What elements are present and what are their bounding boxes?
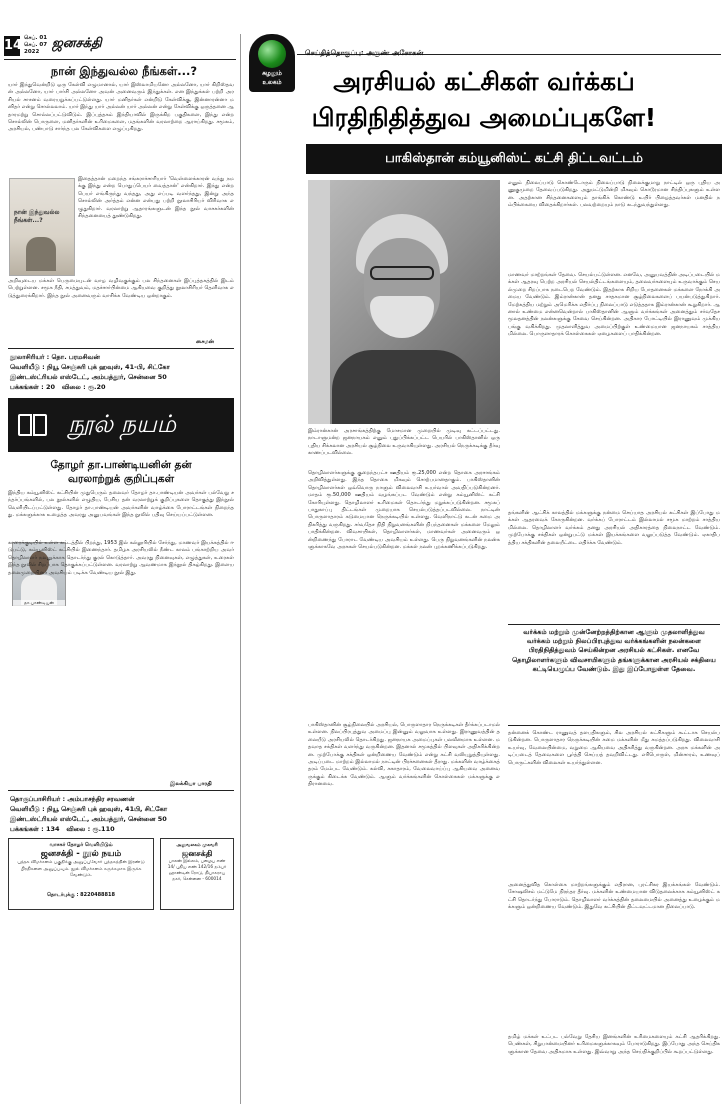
nool-nayam-headline-2: வரலாற்றுக் குறிப்புகள் [67, 473, 175, 485]
leader-photo [308, 180, 500, 424]
col2-body-2: தங்களின் ஆட்சிக் காலத்தில் மக்களுக்கு நன்மை செய்யாத அரசியல் கட்சிகள் இப்போது மக்கள் ஆதரவைக் கோருகின்றன. வர்க்கப் போராட்டம் இல்லாமல் சமூக மாற்றம் சாத்தியமில்லை. தொழிலாளர் வர்க்கம் தனது அரசியல் அதிகாரத்தை நிலைநாட்ட வேண்டும். முற்போக்கு சக்திகள் ஒன்றுபட்டு மக்கள் இயக்கங்களை வலுப்படுத்த வேண்டும். ஏகாதிபத்திய சக்திகளின் தலையீட்டை எதிர்க்க வேண்டும். [508, 510, 720, 546]
section-tag [297, 40, 721, 55]
header-divider [4, 59, 236, 60]
leader-photo-beard [370, 296, 434, 338]
page-number: 14 [4, 36, 20, 56]
nool-nayam-headline-1: தோழர் தா.பாண்டியனின் தன் [50, 459, 192, 471]
book2-address: இண்டஸ்ட்ரியல் எஸ்டேட், அம்பத்தூர், சென்னை 50 [10, 815, 167, 823]
leader-photo-shirt [332, 350, 476, 424]
date-line-2: செப். 07 [24, 42, 48, 48]
book2-compiler-row: தொகுப்பாசிரியர் : அம்பாசந்திர சரவணன் [10, 795, 135, 803]
book2-price-label: விலை [66, 825, 86, 833]
col2-body-5: தமிழ் மக்கள் உட்பட பல்வேறு தேசிய இனங்களின் உரிமைகளையும் கட்சி ஆதரிக்கிறது. பெண்கள், சிறுபான்மையினர் உரிமைகளுக்காகவும் போராடுகிறது. இப்போது அந்த செய்திகளுக்கான தேவை அதிகமாக உள்ளது. இவ்வாறு அந்த செய்திக்குறிப்பில் கூறப்பட்டுள்ளது. [508, 1034, 720, 1055]
book1-pages-row: பக்கங்கள் : 20 விலை : ரூ.20 [10, 383, 106, 391]
footer-box-1-brand: ஜனசக்தி - நூல் நயம் [40, 849, 122, 859]
book1-pages: 20 [46, 383, 56, 391]
left-article-body-2: இதைத்தான் மறைந்த சங்கராச்சாரியார் 'வெள்ளைக்காரன் வந்து நமக்கு இந்து என்ற பொதுப்பெயர் வைத்தான்' என்கிறார். இந்து என்ற பெயர் எங்கிருந்து வந்தது, அது எப்படி வளர்ந்தது, இன்று அந்த சொல்லின் அர்த்தம் என்ன என்பது பற்றி நூலாசிரியர் விரிவாக எழுதுகிறார். வரலாற்று ஆதாரங்களுடன் இந்த நூல் வாசகர்களின் சிந்தனையைத் தூண்டுகிறது. [78, 176, 234, 220]
footer-box-2 [160, 838, 234, 910]
footer-box-1-text: புத்தக விமர்சனம் பகுதிக்கு அனுப்புவோர் புத்தகத்தின் இரண்டு பிரதிகளை அனுப்பவும். நூல் விமர்சனம் சுருக்கமாக இருக்க வேண்டும். [17, 860, 145, 878]
section-tag-text: செய்தித்தொகுப்பு: அருண் அசோகன் [305, 49, 424, 57]
main-headline-line-1: அரசியல் கட்சிகள் வர்க்கப் [333, 67, 635, 96]
book1-info [10, 352, 234, 392]
issue-date [24, 35, 47, 56]
col2-body-4: அனைத்துவித கொள்கை மாற்றங்களுக்கும் எதிரான, புரட்சிகர இயக்கங்கள் வேண்டும். சோஷலிசம் மட்டுமே நிரந்தர தீர்வு. மக்களின் உண்மையான விடுதலைக்காக கம்யூனிஸ்ட் கட்சி தொடர்ந்து போராடும். தொழிலாளர் வர்க்கத்தின் தலைமையில் அனைத்து உழைக்கும் மக்களும் ஒன்றிணைய வேண்டும். இதுவே கட்சியின் திட்டவட்டமான நிலைப்பாடு. [508, 882, 720, 911]
book2-publisher: நியூ செஞ்சுரி புக் ஹவுஸ், 41பி, சிட்கோ [46, 805, 168, 813]
book2-pages: 134 [46, 825, 60, 833]
nool-nayam-title: நூல் நயம் [68, 410, 177, 438]
left-article-author: சைமன் [196, 339, 215, 345]
year: 2022 [24, 49, 40, 55]
book2-pages-label: பக்கங்கள் [10, 825, 39, 833]
col1-intro: இம்ரான்கான் அரசாங்கத்திற்கு மோசமான முறையில் முடிவு கட்டப்பட்டது. நாடாளுமன்ற ஜனநாயகம் எனும் புதுப்பிக்கப்பட்ட பெயரில் பாகிஸ்தானில் ஒரு புதிய சிக்கலான அரசியல் சூழ்நிலை உருவாகியுள்ளது. அரசியல் நெருக்கடிக்கு தீர்வு காணப்படவில்லை. [308, 428, 500, 457]
col1-body-2: பாகிஸ்தானின் சூழ்நிலையில் அரசியல், பொருளாதார நெருக்கடிகள் தீர்க்கப்படாமல் உள்ளன. நிலப்பிரபுத்துவ அமைப்பு இன்னும் வலுவாக உள்ளது. இராணுவத்தின் தலையீடு அரசியலில் தொடர்கிறது. ஜனநாயக அமைப்புகள் பலவீனமாக உள்ளன. மதவாத சக்திகள் வளர்ந்து வருகின்றன. இதனால் சமூகத்தில் பிளவுகள் அதிகரிக்கின்றன. முற்போக்கு சக்திகள் ஒன்றிணைய வேண்டும் என்று கட்சி வலியுறுத்தியுள்ளது. அடிப்படை மாற்றம் இல்லாமல் நாட்டின் பிரச்சனைகள் தீராது. மக்களின் வாழ்க்கைத் தரம் மேம்பட வேண்டும். கல்வி, சுகாதாரம், வேலைவாய்ப்பு ஆகியவை அனைவருக்கும் கிடைக்க வேண்டும். ஆளும் வர்க்கங்களின் கொள்கைகள் மக்களுக்கு எதிரானவை. [308, 722, 500, 788]
leader-photo-frame [308, 180, 330, 424]
book-cover-figure [26, 237, 56, 271]
book1-price-label: விலை [61, 383, 81, 391]
left-article-body: யார் இந்துவென்றிடு ஒரு கேள்வி எழுமானால், யார் இஸ்லாமியனோ அல்லனோ, யார் கிறிஸ்தவன் அல்லனோ, யார் பார்சி அல்லனோ அவன் அனைவரும் இந்துக்கள். என இந்துக்கள் பற்றி அரசியல் சாசனம் வரையறுக்கப்பட்டுள்ளது. யார் மனிதர்கள் என்றிடு கேள்விக்கு, இன்னாரன்னா மனிதர் என்று சொல்லலாம். யார் இந்து யார் அல்லன் யார் அல்லன் என்று கேள்விக்கு ஒருத்தனை ஆதாரமற்று சொல்லப்பட்டுவிடும். இப்புத்தகம் இந்தியாவில் இருக்கிற பகுதிகளை, இந்து என்ற சொல்லின் பொருளை, மனிதர்களின் உரிமைகளை, மதங்களின் வரலாற்றை ஆராய்கிறது. சமூகம், அரசியல், பண்பாடு சார்ந்த பல கேள்விகளை எழுப்புகிறது. [8, 82, 234, 133]
book2-compiler-label: தொகுப்பாசிரியர் [10, 795, 61, 803]
book1-address: இண்டஸ்ட்ரியல் எஸ்டேட், அம்பத்தூர், சென்னை 50 [10, 373, 167, 381]
book1-author: தொ. பரமசிவன் [51, 353, 100, 361]
book2-price: ரூ.110 [92, 825, 115, 833]
nool-nayam-body: இந்திய கம்யூனிஸ்ட் கட்சியின் முதுபெரும் தலைவர் தோழர் தா.பாண்டியன் அவர்கள் பல்வேறு சந்தர்ப்பங்களில், பல நூல்களில் எழுதிய, பேசிய தன் வரலாற்றுக் குறிப்புகளை தொகுத்து இந்நூல் வெளியிடப்பட்டுள்ளது. தோழர் தா.பாண்டியன் அவர்களின் வாழ்க்கை போராட்டங்கள் நிறைந்தது. மக்களுக்காக உழைத்த அவரது அனுபவங்கள் இந்த நூலில் பதிவு செய்யப்பட்டுள்ளன. [8, 490, 234, 519]
nool-nayam-banner [8, 398, 234, 452]
author-photo-caption: தா.பாண்டியன் [13, 600, 65, 606]
book-cover-image [9, 178, 75, 276]
world-logo-top: சுழலும் [262, 70, 282, 77]
footer-box-2-address: பாலன் இல்லம், பழைய எண் 14/ புதிய எண் 142/16 நம்பர் ஹாண்டின் ரோடு, தியாகராய நகர், சென்னை - 600014 [167, 859, 227, 882]
col2-top: எனும் நிலைப்பாடு கொண்டோரும் நிலைப்பாடு நிலைக்குமாறு நாட்டில் ஒரு புதிய அணுகுமுறை தேவைப்படுகிறது. அதுமட்டுமின்றி மிகவும் கொடூரமான சிந்திப்புகளும் உள்ளன. அதற்கான சிந்தனைகளையும் தாங்கிக் கொண்டு உயிர் பிழைத்தவர்கள் மனதில் நம்பிக்கையை விதைக்கிறார்கள். பலவற்றையும் நாடு கடந்துவந்துள்ளது. [508, 180, 720, 209]
book2-info [10, 794, 234, 834]
nool-nayam-body-2: காரைக்குடியில் உள்ள கட்டத்தில் பிறந்து, 1953 இல் கல்லூரியில் சேர்ந்து, மாணவர் இயக்கத்தில் ஈடுபட்டு, கம்யூனிஸ்ட் கட்சியில் இணைந்தார். தமிழக அரசியலில் நீண்ட காலம் பங்காற்றிய அவர் தொழிலாளர் நலனுக்காக தொடர்ந்து குரல் கொடுத்தார். அவரது நினைவுகள், எழுத்துகள், உரைகள் இந்த நூலில் சிறப்பாக தொகுக்கப்பட்டுள்ளன. வரலாற்று ஆவணமாக இந்நூல் திகழ்கிறது. இளைய தலைமுறையினர் அவசியம் படிக்க வேண்டிய நூல் இது. [8, 540, 234, 576]
book1-author-row: நூலாசிரியர் : தொ. பரமசிவன் [10, 353, 100, 361]
book1-publisher-label: வெளியீடு [10, 363, 40, 371]
book1-publisher: நியூ செஞ்சுரி புக் ஹவுஸ், 41-பி, சிட்கோ [46, 363, 170, 371]
book1-pages-label: பக்கங்கள் [10, 383, 39, 391]
nool-nayam-signature: இலக்கியா பாரதி [170, 781, 212, 787]
main-headline [246, 64, 722, 136]
book2-publisher-label: வெளியீடு [10, 805, 40, 813]
nool-nayam-headline [8, 458, 234, 486]
book1-price: ரூ.20 [87, 383, 106, 391]
book2-divider [8, 790, 234, 791]
book2-publisher-row: வெளியீடு : நியூ செஞ்சுரி புக் ஹவுஸ், 41பி, சிட்கோ [10, 805, 168, 813]
book1-publisher-row: வெளியீடு : நியூ செஞ்சுரி புக் ஹவுஸ், 41-பி, சிட்கோ [10, 363, 170, 371]
highlight-text: வர்க்கம் மற்றும் முன்னேற்றத்திற்கான ஆளும் முதலாளித்துவ வர்க்கம் மற்றும் நிலப்பிரபுத்துவ வர்க்கங்களின் நலன்களை பிரதிநிதித்துவம் செய்கின்றன அரசியல் கட்சிகள். எனவே தொழிலாளர்களும் விவசாயிகளும் தங்களுக்கான அரசியல் சக்தியை கட்டியெழுப்ப வேண்டும். இது இப்போதுள்ள தேவை. [512, 628, 716, 673]
left-article-body-3: அறிவுடைய மக்கள் பெருமையுடன் வாழ வழிவகுக்கும் பல சிந்தனைகள் இப்புத்தகத்தில் இடம் பெற்றுள்ளன. சமூக நீதி, சமத்துவம், மதச்சார்பின்மை ஆகியவை குறித்து நூலாசிரியர் தெளிவாக எடுத்துரைக்கிறார். இந்த நூல் அனைவரும் வாசிக்க வேண்டிய ஒன்றாகும். [8, 278, 234, 299]
sub-headline: பாகிஸ்தான் கம்யூனிஸ்ட் கட்சி திட்டவட்டம் [306, 144, 722, 174]
footer-box-2-brand: ஜனசக்தி [181, 849, 213, 858]
footer-box-1-phone: தொடர்புக்கு : 8220488818 [47, 892, 115, 898]
left-article-title: நான் இந்துவல்ல நீங்கள்...? [50, 64, 198, 78]
footer-box-1 [8, 838, 154, 910]
date-line-1: செப். 01 [24, 35, 48, 41]
column-divider [240, 34, 241, 1104]
footer-box-2-title: அலுவலகம் முகவரி [176, 843, 218, 848]
book1-divider [8, 348, 234, 349]
col1-body: தொழிலாளர்களுக்கு குறைந்தபட்ச ஊதியம் ரூ.25,000 என்ற தொகை அரசாங்கம் அறிவித்துள்ளது. இந்த தொகை மிகவும் சொற்பமானதாகும். பாகிஸ்தானின் தொழிலாளர்கள் ஒவ்வொரு நாளும் விலைவாசி உயர்வால் அவதிப்படுகின்றனர். மாதம் ரூ.50,000 ஊதியம் வழங்கப்பட வேண்டும் என்று கம்யூனிஸ்ட் கட்சி கோரியுள்ளது. தொழிலாளர் உரிமைகள் தொடர்ந்து மறுக்கப்படுகின்றன. சமூகப் பாதுகாப்பு திட்டங்கள் முறையாக செயல்படுத்தப்படவில்லை. நாட்டின் பொருளாதாரம் கடுமையான நெருக்கடியில் உள்ளது. வெளிநாட்டு கடன் சுமை அதிகரித்து வருகிறது. சர்வதேச நிதி நிறுவனங்களின் நிபந்தனைகள் மக்களை மேலும் பாதிக்கின்றன. விவசாயிகள், தொழிலாளர்கள், மாணவர்கள் அனைவரும் ஒன்றிணைந்து போராட வேண்டிய அவசியம் உள்ளது. பெரு நிறுவனங்களின் நலன்களுக்காகவே அரசுகள் செயல்படுகின்றன. மக்கள் நலன் புறக்கணிக்கப்படுகிறது. [308, 470, 500, 551]
col2-body-3: தன்னைக் கொண்ட ராணுவத் தளபதிகளும், சில அரசியல் கட்சிகளும் கூட்டாக செயல்படுகின்றன. பொருளாதார நெருக்கடியின் சுமை மக்களின் மீது சுமத்தப்படுகிறது. விலைவாசி உயர்வு, வேலையின்மை, வறுமை ஆகியவை அதிகரித்து வருகின்றன. அரசு மக்களின் அடிப்படைத் தேவைகளை பூர்த்தி செய்யத் தவறிவிட்டது. எரிபொருள், மின்சாரம், உணவுப் பொருட்களின் விலைகள் உயர்ந்துள்ளன. [508, 730, 720, 766]
book2-compiler: அம்பாசந்திர சரவணன் [67, 795, 135, 803]
masthead: ஜனசக்தி [52, 36, 102, 51]
book-cover-title: நான் இந்துவல்ல நீங்கள்...? [14, 209, 60, 224]
book-stack-icon [18, 414, 48, 436]
highlight-box [508, 624, 720, 726]
main-headline-line-2: பிரதிநிதித்துவ அமைப்புகளே! [311, 103, 657, 132]
book1-author-label: நூலாசிரியர் [10, 353, 45, 361]
world-logo-bottom: உலகம் [262, 79, 282, 86]
leader-photo-glasses [370, 266, 434, 280]
col2-body: மாணவர் மாற்றங்கள் தேவை. செயல்பட்டுள்ளன. எனவே, அனுபவத்தின் அடிப்படையில் மக்கள் ஆதரவு பெற்ற அரசியல் செயல்திட்டங்களையும், தலைவர்களையும் உருவாக்கும் செயல்முறை சிறப்பாக நடைபெற வேண்டும். இதற்காக சிறிய போதனைகள் மக்களை நோக்கி அமைய வேண்டும். இம்ரான்கான் தனது சாதகமான சூழ்நிலைகளைப் பயன்படுத்துகிறார். மேற்கத்திய மற்றும் அமெரிக்க எதிர்ப்பு நிலைப்பாடு எடுத்ததாக இம்ரான்கான் கூறுகிறார். ஆனால் உண்மை என்னவென்றால் பாகிஸ்தானின் ஆளும் வர்க்கங்கள் அனைத்தும் சர்வதேச மூலதனத்தின் நலன்களுக்கு சேவை செய்கின்றன. அதிகார போட்டியில் இராணுவம் முக்கிய பங்கு வகிக்கிறது. முதலாளித்துவ அமைப்பிற்குள் உண்மையான ஜனநாயகம் சாத்தியமில்லை. பொருளாதாரக் கொள்கைகள் ஏழைகளைப் பாதிக்கின்றன. [508, 272, 720, 338]
footer-box-1-title: வாசகர் தோழர் வெளியிடும் [49, 842, 113, 848]
book2-pages-row: பக்கங்கள் : 134 விலை : ரூ.110 [10, 825, 115, 833]
